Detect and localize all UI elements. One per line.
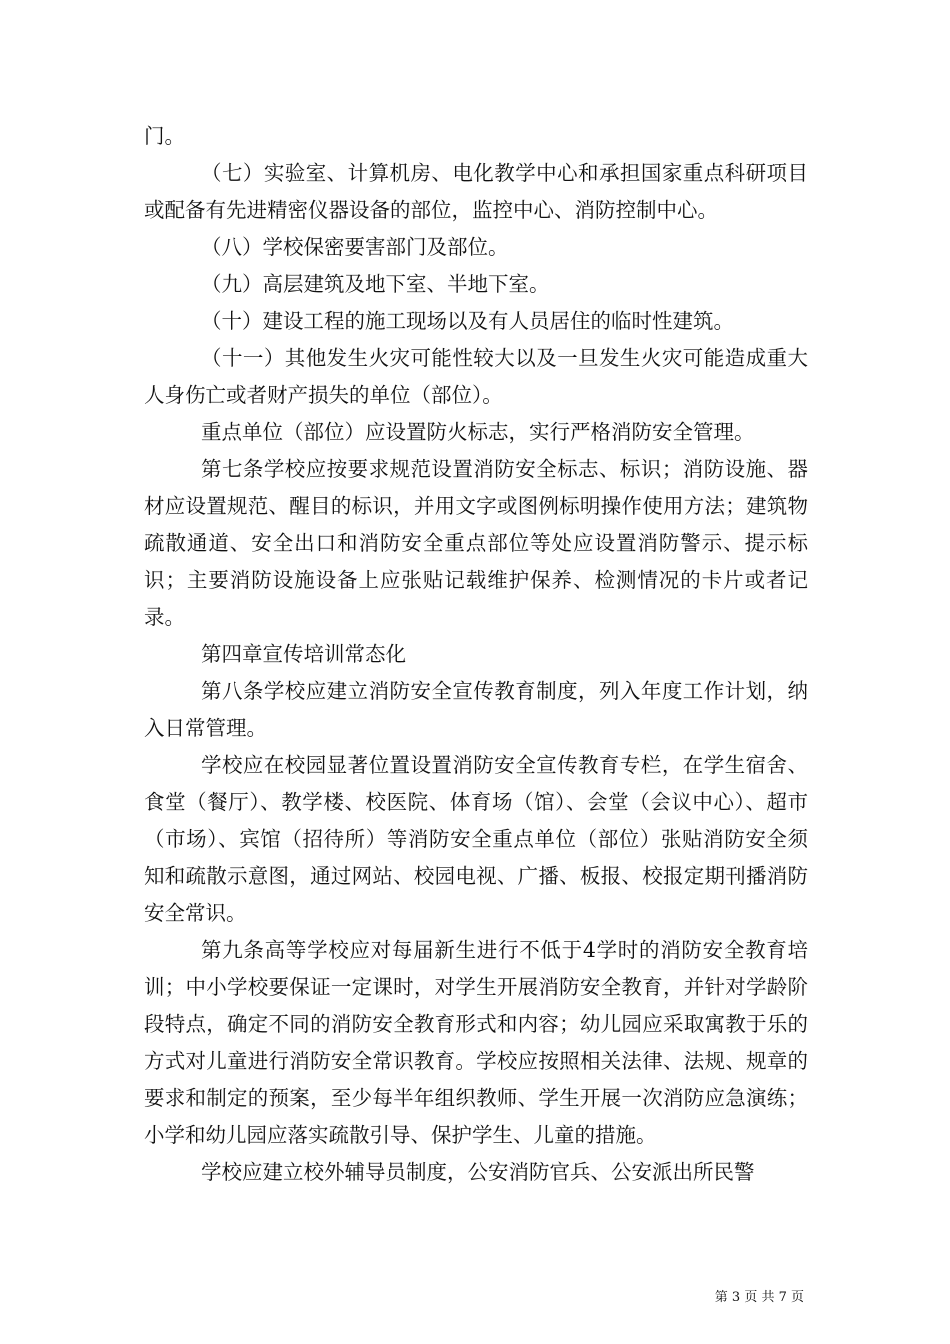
chapter-heading: 第四章宣传培训常态化 xyxy=(201,642,406,666)
paragraph-8: 第七条学校应按要求规范设置消防安全标志、标识；消防设施、器材应设置规范、醒目的标识，并用文字或图例标明操作使用方法；建筑物疏散通道、安全出口和消防安全重点部位等处应设置消防警示、提示标识；主要消防设施设备上应张贴记载维护保养、检测情况的卡片或者记录。 xyxy=(144,457,808,629)
paragraph-13: 学校应建立校外辅导员制度，公安消防官兵、公安派出所民警 xyxy=(201,1160,755,1184)
paragraph-4: （九）高层建筑及地下室、半地下室。 xyxy=(201,272,550,296)
paragraph-6: （十一）其他发生火灾可能性较大以及一旦发生火灾可能造成重大人身伤亡或者财产损失的单位（部位）。 xyxy=(144,346,808,407)
paragraph-1: 门。 xyxy=(144,124,185,148)
paragraph-5: （十）建设工程的施工现场以及有人员居住的临时性建筑。 xyxy=(201,309,734,333)
paragraph-7: 重点单位（部位）应设置防火标志，实行严格消防安全管理。 xyxy=(201,420,755,444)
paragraph-2: （七）实验室、计算机房、电化教学中心和承担国家重点科研项目或配备有先进精密仪器设备的部位，监控中心、消防控制中心。 xyxy=(144,161,808,222)
body-text xyxy=(144,118,808,1191)
paragraph-12: 第九条高等学校应对每届新生进行不低于4学时的消防安全教育培训；中小学校要保证一定课时，对学生开展消防安全教育，并针对学龄阶段特点，确定不同的消防安全教育形式和内容；幼儿园应采取寓教于乐的方式对儿童进行消防安全常识教育。学校应按照相关法律、法规、规章的要求和制定的预案，至少每半年组织教师、学生开展一次消防应急演练；小学和幼儿园应落实疏散引导、保护学生、儿童的措施。 xyxy=(144,938,808,1147)
page-number: 第 3 页 共 7 页 xyxy=(714,1290,804,1305)
paragraph-11: 学校应在校园显著位置设置消防安全宣传教育专栏，在学生宿舍、食堂（餐厅）、教学楼、校医院、体育场（馆）、会堂（会议中心）、超市（市场）、宾馆（招待所）等消防安全重点单位（部位）张贴消防安全须知和疏散示意图，通过网站、校园电视、广播、板报、校报定期刊播消防安全常识。 xyxy=(144,753,808,925)
paragraph-3: （八）学校保密要害部门及部位。 xyxy=(201,235,509,259)
paragraph-10: 第八条学校应建立消防安全宣传教育制度，列入年度工作计划，纳入日常管理。 xyxy=(144,679,808,740)
